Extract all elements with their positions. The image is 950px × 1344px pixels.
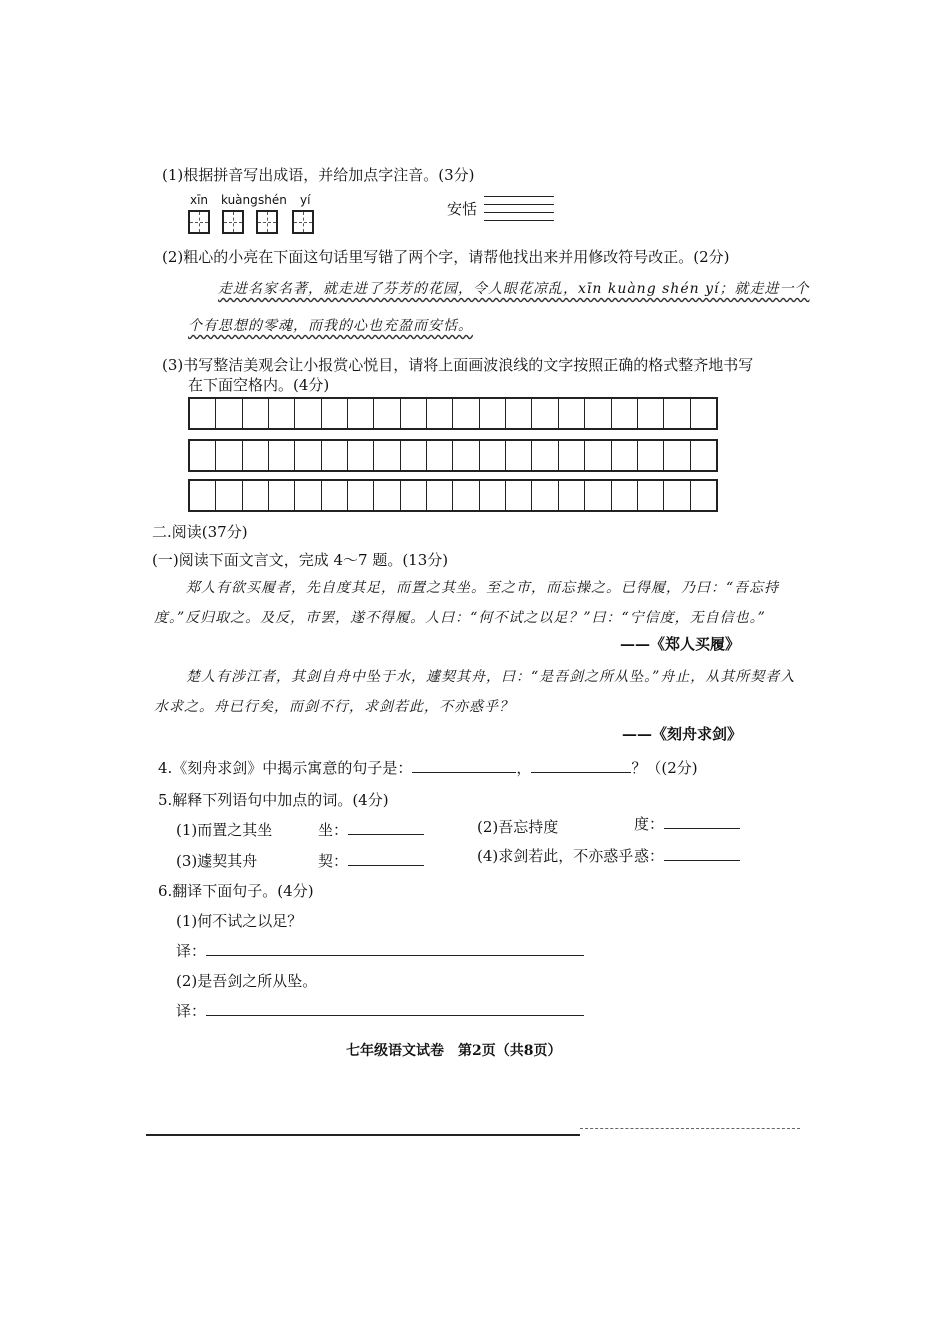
sub-heading: (一)阅读下面文言文，完成 4～7 题。(13分) (152, 551, 449, 569)
q5-item-2-word: 度： (634, 815, 665, 833)
q5-item-1-text: (1)而置之其坐 (176, 821, 273, 839)
passage-1-title: ——《郑人买履》 (620, 635, 741, 653)
question-4-suffix: ？（(2分) (631, 759, 698, 777)
q5-item-2-text: (2)吾忘持度 (477, 818, 559, 836)
q6-item-1-text: (1)何不试之以足？ (176, 912, 303, 930)
q6-item-2-label: 译： (176, 1002, 207, 1020)
translation-blank[interactable] (206, 941, 584, 956)
pinyin-4: yí (300, 193, 311, 207)
question-2: (2)粗心的小亮在下面这句话里写错了两个字，请帮他找出来并用修改符号改正。(2分) (162, 248, 730, 266)
question-4-comma: ， (516, 759, 532, 777)
question-1: (1)根据拼音写出成语，并给加点字注音。(3分) (162, 166, 475, 184)
question-3-line-1: (3)书写整洁美观会让小报赏心悦目，请将上面画波浪线的文字按照正确的格式整齐地书写 (162, 356, 754, 374)
question-5: 5.解释下列语句中加点的词。(4分) (158, 791, 389, 809)
passage-1-line-2: 度。”反归取之。及反，市罢，遂不得履。人曰：“何不试之以足？”曰：“宁信度，无自信也。” (154, 610, 766, 626)
q5-item-4 (634, 845, 740, 866)
pinyin-1: xīn (190, 193, 209, 207)
page-footer: 七年级语文试卷 第2页（共8页） (346, 1043, 562, 1059)
answer-box-3[interactable] (256, 210, 278, 234)
q6-item-1 (176, 940, 584, 961)
sentence-line-1: 走进名家名著，就走进了芬芳的花园，令人眼花凉乱，xīn kuàng shén yí；就走进一个 (218, 281, 810, 297)
section-heading: 二.阅读(37分) (152, 523, 248, 541)
writing-grid-row-2[interactable] (188, 439, 718, 472)
question-6: 6.翻译下面句子。(4分) (158, 882, 314, 900)
question-4 (158, 757, 698, 778)
answer-blank[interactable] (348, 851, 424, 866)
q5-item-2 (634, 813, 740, 834)
answer-blank[interactable] (664, 846, 740, 861)
q5-item-1 (318, 819, 424, 840)
passage-2-line-1: 楚人有涉江者，其剑自舟中坠于水，遽契其舟，曰：“是吾剑之所从坠。”舟止，从其所契者入 (186, 669, 796, 685)
answer-blank[interactable] (664, 814, 740, 829)
writing-grid-row-1[interactable] (188, 397, 718, 430)
pinyin-2: kuàng (221, 193, 258, 207)
answer-box-1[interactable] (188, 210, 210, 234)
answer-blank[interactable] (348, 820, 424, 835)
passage-1-line-1: 郑人有欲买履者，先自度其足，而置之其坐。至之市，而忘操之。已得履，乃曰：“吾忘持 (186, 580, 780, 596)
q5-item-3-word: 契： (318, 852, 349, 870)
q5-item-1-word: 坐： (318, 821, 349, 839)
answer-line[interactable] (484, 204, 554, 205)
answer-line[interactable] (484, 196, 554, 197)
sentence-line-2: 个有思想的零魂，而我的心也充盈而安恬。 (188, 318, 473, 334)
writing-grid-row-3[interactable] (188, 479, 718, 512)
answer-blank[interactable] (531, 758, 631, 773)
translation-blank[interactable] (206, 1001, 584, 1016)
answer-box-2[interactable] (222, 210, 244, 234)
q5-item-3 (318, 850, 424, 871)
q5-item-4-text: (4)求剑若此，不亦惑乎 (477, 847, 634, 865)
answer-blank[interactable] (412, 758, 516, 773)
q6-item-1-label: 译： (176, 942, 207, 960)
question-4-prefix: 4.《刻舟求剑》中揭示寓意的句子是： (158, 759, 413, 777)
question-3-line-2: 在下面空格内。(4分) (188, 376, 330, 394)
annotate-word: 安恬 (447, 200, 478, 218)
answer-line[interactable] (484, 212, 554, 213)
bottom-rule-faint (580, 1128, 800, 1129)
q5-item-3-text: (3)遽契其舟 (176, 852, 258, 870)
pinyin-3: shén (258, 193, 287, 207)
passage-2-title: ——《刻舟求剑》 (622, 725, 743, 743)
passage-2-line-2: 水求之。舟已行矣，而剑不行，求剑若此，不亦惑乎？ (154, 699, 514, 715)
bottom-rule (146, 1134, 580, 1136)
q6-item-2 (176, 1000, 584, 1021)
answer-box-4[interactable] (292, 210, 314, 234)
q5-item-4-word: 惑： (634, 847, 665, 865)
q6-item-2-text: (2)是吾剑之所从坠。 (176, 972, 318, 990)
answer-line[interactable] (484, 220, 554, 221)
